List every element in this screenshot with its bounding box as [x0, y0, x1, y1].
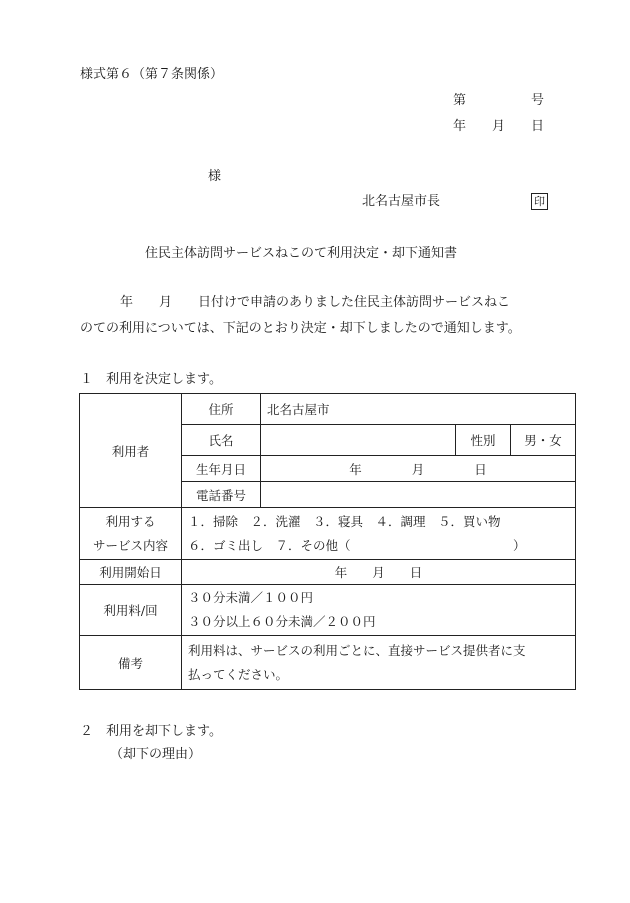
document-date: 年 月 日 — [453, 119, 545, 134]
section-1-heading: １ 利用を決定します。 — [80, 372, 222, 387]
fee-line-1: ３０分未満／１００円 — [188, 590, 314, 605]
sex-options: 男・女 — [511, 425, 576, 456]
remarks-label: 備考 — [80, 636, 182, 690]
start-date-value: 年 月 日 — [182, 560, 576, 585]
service-label-line-2: サービス内容 — [92, 537, 168, 553]
address-value: 北名古屋市 — [261, 394, 576, 425]
service-content-value — [182, 508, 576, 560]
service-content-label — [80, 508, 182, 560]
phone-value — [261, 482, 576, 508]
section-2-heading: ２ 利用を却下します。 — [80, 724, 222, 739]
document-number: 第 号 — [453, 93, 545, 108]
form-number: 様式第６（第７条関係） — [80, 67, 224, 82]
seal-mark: 印 — [531, 193, 548, 210]
decision-table — [79, 393, 576, 690]
name-value — [261, 425, 456, 456]
service-options-line-2: ６．ゴミ出し ７．その他（ ） — [188, 537, 526, 553]
body-text-line-2: のての利用については、下記のとおり決定・却下しましたので通知します。 — [80, 321, 521, 336]
birthdate-label: 生年月日 — [182, 456, 261, 482]
sex-label: 性別 — [456, 425, 511, 456]
remarks-value — [182, 636, 576, 690]
body-text-line-1: 年 月 日付けで申請のありました住民主体訪問サービスねこ — [120, 295, 511, 310]
fee-line-2: ３０分以上６０分未満／２００円 — [188, 614, 376, 629]
recipient-suffix: 様 — [208, 169, 222, 184]
name-label: 氏名 — [182, 425, 261, 456]
remarks-line-1: 利用料は、サービスの利用ごとに、直接サービス提供者に支 — [188, 642, 526, 658]
rejection-reason-label: （却下の理由） — [110, 747, 202, 762]
birthdate-value: 年 月 日 — [261, 456, 576, 482]
remarks-line-2: 払ってください。 — [188, 666, 289, 682]
service-options-line-1: １．掃除 ２．洗濯 ３．寝具 ４．調理 ５．買い物 — [188, 513, 501, 529]
fee-label: 利用料/回 — [80, 585, 182, 636]
fee-value — [182, 585, 576, 636]
user-label: 利用者 — [80, 394, 182, 508]
document-title: 住民主体訪問サービスねこのて利用決定・却下通知書 — [145, 246, 458, 261]
phone-label: 電話番号 — [182, 482, 261, 508]
issuer-name: 北名古屋市長 — [362, 194, 441, 209]
service-label-line-1: 利用する — [105, 513, 156, 529]
address-label: 住所 — [182, 394, 261, 425]
start-date-label: 利用開始日 — [80, 560, 182, 585]
